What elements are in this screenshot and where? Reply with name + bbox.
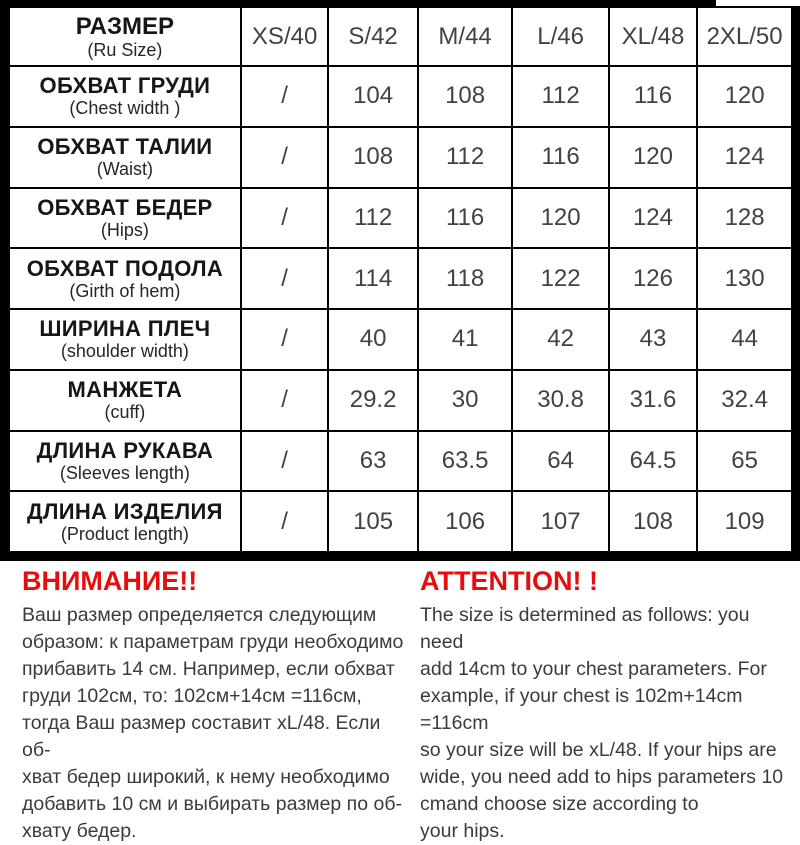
- measurement-label-ru: ОБХВАТ ТАЛИИ: [37, 134, 213, 160]
- size-value-cell: 124: [609, 188, 697, 249]
- size-value-cell: 116: [609, 66, 697, 127]
- note-line: add 14cm to your chest parameters. For: [420, 658, 767, 680]
- size-value-cell: 31.6: [609, 370, 697, 431]
- size-value-cell: /: [241, 188, 329, 249]
- attention-title-ru: ВНИМАНИЕ!!: [22, 566, 198, 596]
- measurement-label-ru: МАНЖЕТА: [67, 377, 183, 403]
- size-value-cell: /: [241, 127, 329, 188]
- size-value-cell: 29.2: [328, 370, 417, 431]
- size-header-ru: РАЗМЕР: [75, 12, 175, 40]
- top-border-gap: [716, 0, 800, 6]
- note-line: The size is determined as follows: you need: [420, 604, 750, 653]
- size-value-cell: 107: [512, 491, 608, 552]
- size-value-cell: 116: [418, 188, 513, 249]
- size-column-header: S/42: [328, 7, 417, 66]
- size-value-cell: /: [241, 66, 329, 127]
- size-value-cell: 118: [418, 248, 513, 309]
- size-value-cell: /: [241, 370, 329, 431]
- size-value-cell: 41: [418, 309, 513, 370]
- size-header-cell: [9, 7, 241, 66]
- size-value-cell: /: [241, 309, 329, 370]
- size-value-cell: 108: [609, 491, 697, 552]
- measurement-label-en: (Hips): [100, 219, 149, 240]
- size-value-cell: 108: [328, 127, 417, 188]
- table-header-row: [9, 7, 792, 66]
- measurement-label-en: (shoulder width): [60, 341, 189, 362]
- size-value-cell: 43: [609, 309, 697, 370]
- measurement-label-ru: ОБХВАТ ГРУДИ: [39, 73, 211, 99]
- size-value-cell: 42: [512, 309, 608, 370]
- table-row-hem: [9, 248, 792, 309]
- size-column-header: XS/40: [241, 7, 329, 66]
- table-row-hips: [9, 188, 792, 249]
- measurement-label-cell: [9, 370, 241, 431]
- attention-title-en: ATTENTION! !: [420, 566, 598, 596]
- note-line: тогда Ваш размер составит хL/48. Если об-: [22, 712, 381, 761]
- size-value-cell: 112: [328, 188, 417, 249]
- size-value-cell: 40: [328, 309, 417, 370]
- measurement-label-en: (Sleeves length): [59, 462, 190, 483]
- note-line: добавить 10 см и выбирать размер по об-: [22, 793, 403, 815]
- table-row-length: [9, 491, 792, 552]
- measurement-label-en: (cuff): [104, 402, 146, 423]
- size-value-cell: 114: [328, 248, 417, 309]
- size-column-header: L/46: [512, 7, 608, 66]
- table-row-sleeve: [9, 431, 792, 492]
- table-row-cuff: [9, 370, 792, 431]
- measurement-label-en: (Girth of hem): [69, 280, 181, 301]
- measurement-label-ru: ОБХВАТ ПОДОЛА: [26, 255, 224, 281]
- size-value-cell: /: [241, 491, 329, 552]
- measurement-label-ru: ШИРИНА ПЛЕЧ: [39, 316, 211, 342]
- note-line: прибавить 14 см. Например, если обхват: [22, 658, 395, 680]
- size-header-en: (Ru Size): [87, 39, 163, 60]
- size-value-cell: 124: [697, 127, 792, 188]
- measurement-label-cell: [9, 309, 241, 370]
- note-line: wide, you need add to hips parameters 10: [420, 766, 784, 788]
- note-line: example, if your chest is 102m+14cm =116cm: [420, 685, 743, 734]
- attention-note-ru: [22, 566, 406, 845]
- size-value-cell: /: [241, 248, 329, 309]
- size-value-cell: 104: [328, 66, 417, 127]
- measurement-label-en: (Product length): [60, 523, 189, 544]
- attention-note-en: [420, 566, 792, 845]
- size-value-cell: 44: [697, 309, 792, 370]
- size-value-cell: 120: [609, 127, 697, 188]
- table-row-waist: [9, 127, 792, 188]
- measurement-label-en: (Chest width ): [69, 98, 181, 119]
- size-value-cell: 120: [697, 66, 792, 127]
- size-value-cell: 65: [697, 431, 792, 492]
- size-column-header: XL/48: [609, 7, 697, 66]
- measurement-label-ru: ОБХВАТ БЕДЕР: [37, 194, 213, 220]
- note-line: хват бедер широкий, к нему необходимо: [22, 766, 390, 788]
- note-line: образом: к параметрам груди необходимо: [22, 631, 404, 653]
- measurement-label-cell: [9, 127, 241, 188]
- measurement-label-en: (Waist): [96, 159, 154, 180]
- size-value-cell: 122: [512, 248, 608, 309]
- size-value-cell: 126: [609, 248, 697, 309]
- note-line: so your size will be xL/48. If your hips are: [420, 739, 777, 761]
- size-value-cell: 109: [697, 491, 792, 552]
- note-line: your hips.: [420, 820, 505, 842]
- size-value-cell: 30: [418, 370, 513, 431]
- size-value-cell: 108: [418, 66, 513, 127]
- measurement-label-cell: [9, 491, 241, 552]
- measurement-label-cell: [9, 188, 241, 249]
- size-value-cell: 63.5: [418, 431, 513, 492]
- size-value-cell: 106: [418, 491, 513, 552]
- measurement-label-ru: ДЛИНА РУКАВА: [36, 437, 214, 463]
- measurement-label-cell: [9, 248, 241, 309]
- size-value-cell: 120: [512, 188, 608, 249]
- size-value-cell: 30.8: [512, 370, 608, 431]
- size-value-cell: 128: [697, 188, 792, 249]
- size-value-cell: 64: [512, 431, 608, 492]
- note-line: Ваш размер определяется следующим: [22, 604, 377, 626]
- measurement-label-cell: [9, 431, 241, 492]
- size-value-cell: 63: [328, 431, 417, 492]
- size-value-cell: 130: [697, 248, 792, 309]
- size-value-cell: /: [241, 431, 329, 492]
- size-chart-table: [8, 6, 793, 553]
- size-value-cell: 32.4: [697, 370, 792, 431]
- measurement-label-ru: ДЛИНА ИЗДЕЛИЯ: [27, 498, 223, 524]
- size-value-cell: 105: [328, 491, 417, 552]
- note-line: cmand choose size according to: [420, 793, 699, 815]
- size-column-header: 2XL/50: [697, 7, 792, 66]
- table-row-chest: [9, 66, 792, 127]
- note-line: хвату бедер.: [22, 820, 137, 842]
- size-column-header: M/44: [418, 7, 513, 66]
- measurement-label-cell: [9, 66, 241, 127]
- size-value-cell: 112: [512, 66, 608, 127]
- size-value-cell: 64.5: [609, 431, 697, 492]
- size-value-cell: 116: [512, 127, 608, 188]
- size-value-cell: 112: [418, 127, 513, 188]
- note-line: груди 102см, то: 102см+14см =116см,: [22, 685, 362, 707]
- table-row-shoulder: [9, 309, 792, 370]
